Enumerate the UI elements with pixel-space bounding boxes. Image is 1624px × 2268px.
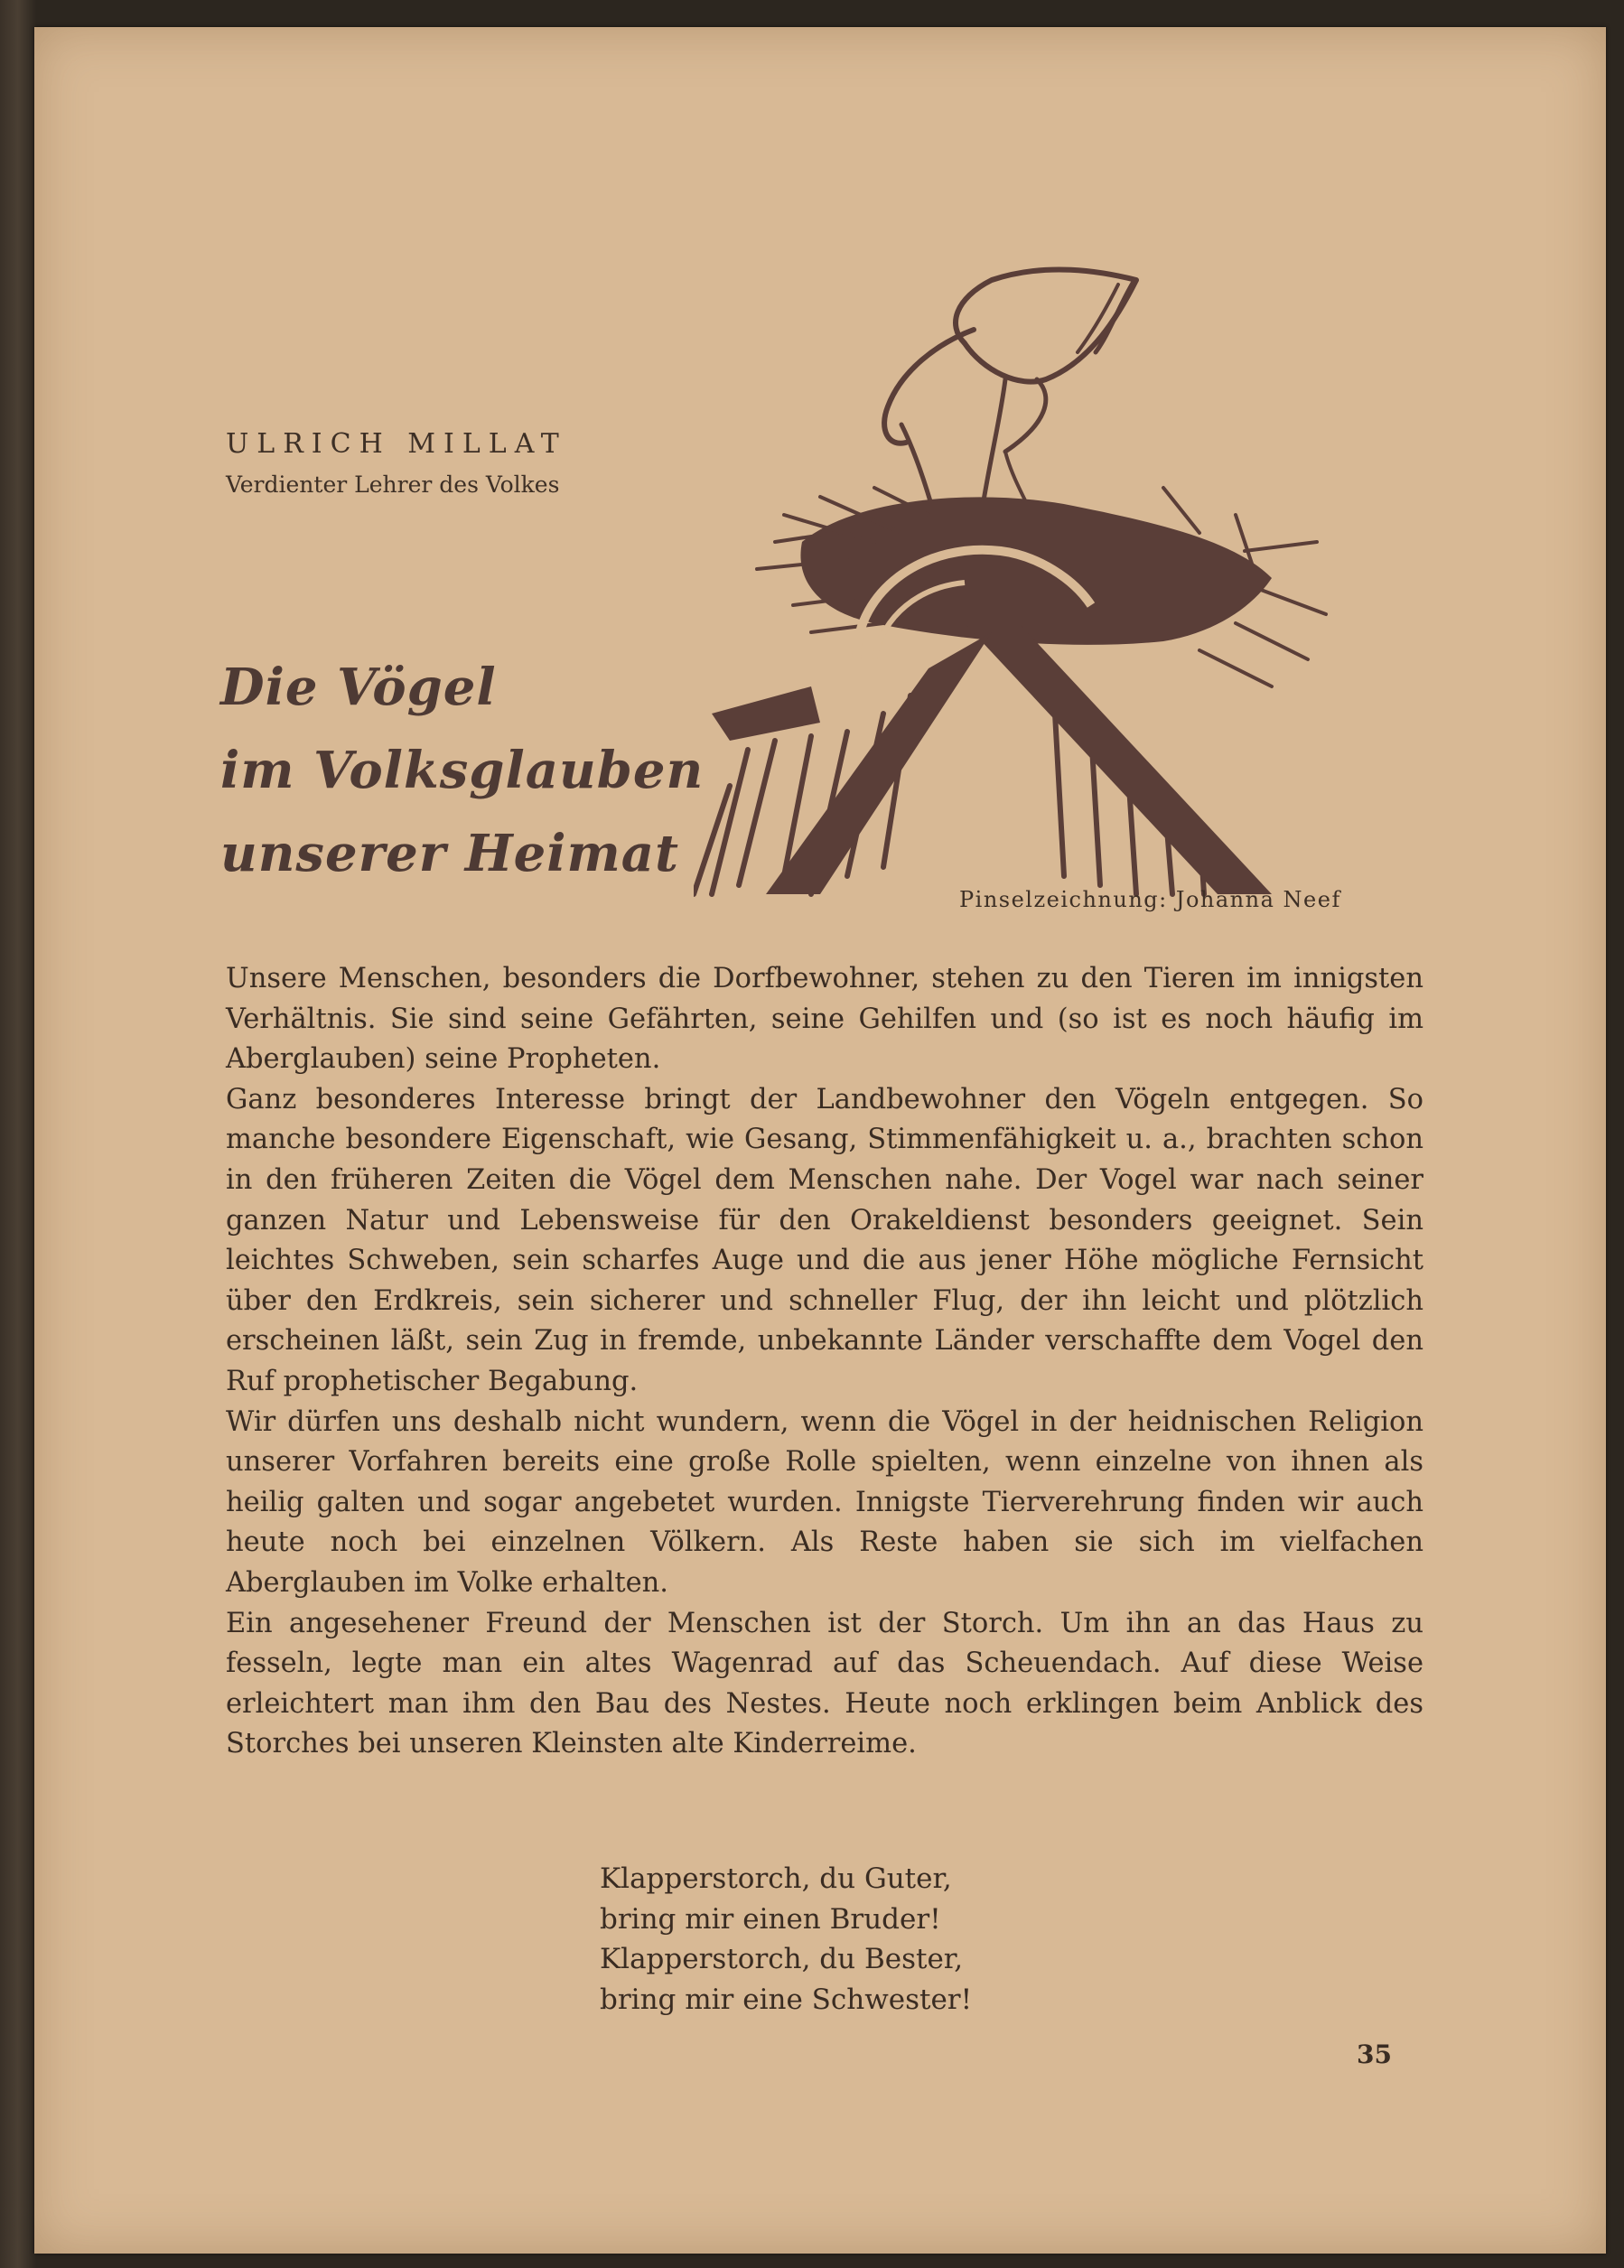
paragraph: Unsere Menschen, besonders die Dorfbewohner, stehen zu den Tieren im innigsten Verhältnis. Sie sind seine Gefährten, seine Gehilfen und (so ist es noch häufig im Aberglauben) seine Propheten. — [226, 963, 1423, 1076]
poem-line: Klapperstorch, du Guter, — [600, 1862, 952, 1895]
article-title-line-2: im Volksglauben — [220, 741, 705, 800]
page-number: 35 — [1357, 2039, 1392, 2069]
paragraph: Wir dürfen uns deshalb nicht wundern, wenn die Vögel in der heidnischen Religion unserer Vorfahren bereits eine große Rolle spielten, wenn einzelne von ihnen als heilig galten und sogar angebetet wurden. Innigste Tierverehrung finden wir auch heute noch bei einzelnen Völkern. Als Reste haben sie sich im vielfachen Aberglauben im Volke erhalten. — [226, 1405, 1423, 1599]
poem-line: bring mir einen Bruder! — [600, 1902, 941, 1936]
poem-line: bring mir eine Schwester! — [600, 1983, 973, 2016]
article-title-line-1: Die Vögel — [220, 658, 497, 717]
author-name: ULRICH MILLAT — [226, 428, 567, 460]
paragraph: Ein angesehener Freund der Menschen ist der Storch. Um ihn an das Haus zu fesseln, legte man ein altes Wagenrad auf das Scheuendach. Auf diese Weise erleichtert man ihm den Bau des Nestes. Heute noch erklingen beim Anblick des Storches bei unseren Kleinsten alte Kinderreime. — [226, 1607, 1423, 1760]
stork-on-nest-icon — [694, 244, 1434, 912]
poem-line: Klapperstorch, du Bester, — [600, 1943, 964, 1976]
article-title-line-3: unserer Heimat — [220, 824, 679, 883]
paragraph: Ganz besonderes Interesse bringt der Landbewohner den Vögeln entgegen. So manche besondere Eigenschaft, wie Gesang, Stimmenfähigkeit u. a., brachten schon in den früheren Zeiten die Vögel dem Menschen nahe. Der Vogel war nach seiner ganzen Natur und Lebensweise für den Orakeldienst besonders geeignet. Sein leichtes Schweben, sein scharfes Auge und die aus jener Höhe mögliche Fernsicht über den Erdkreis, sein sicherer und schneller Flug, der ihn leicht und plötzlich erscheinen läßt, sein Zug in fremde, unbekannte Länder verschaffte dem Vogel den Ruf prophetischer Begabung. — [226, 1083, 1423, 1397]
illustration-caption: Pinselzeichnung: Johanna Neef — [959, 887, 1341, 912]
children-rhyme — [600, 1859, 972, 2020]
book-page — [34, 27, 1606, 2254]
article-body — [226, 959, 1423, 1765]
author-title: Verdienter Lehrer des Volkes — [226, 471, 560, 498]
